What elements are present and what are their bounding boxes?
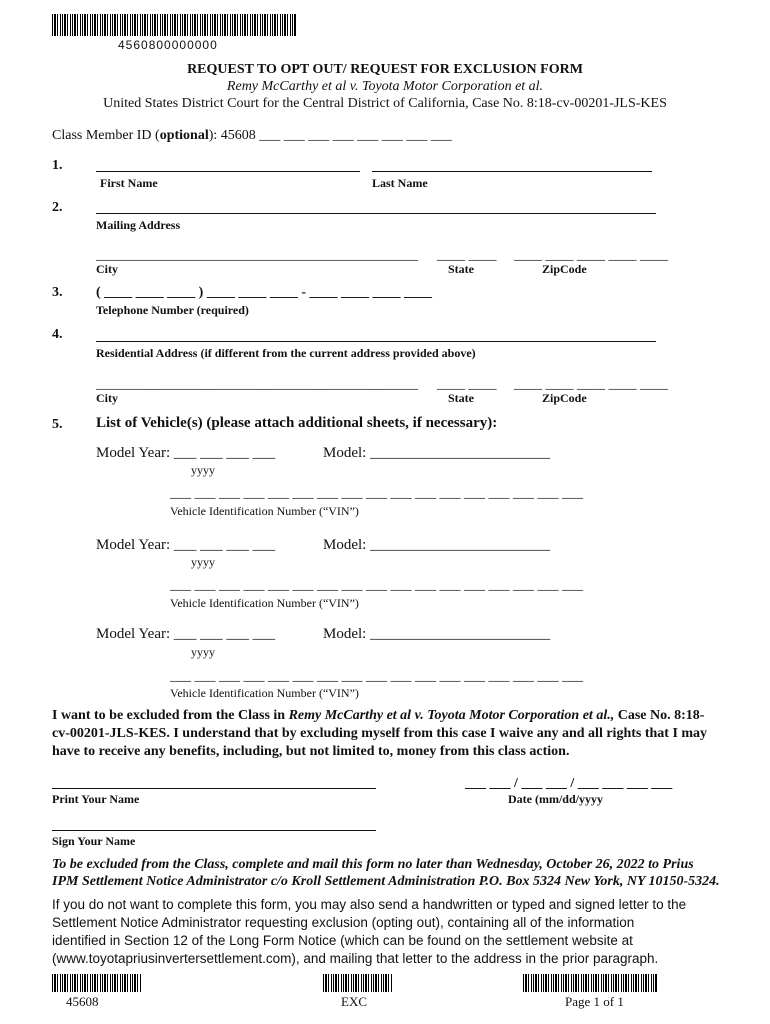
zip-field[interactable]: ____ ____ ____ ____ ____ [514, 248, 668, 263]
vin-field-2[interactable]: ___ ___ ___ ___ ___ ___ ___ ___ ___ ___ ___ ___ ___ ___ ___ ___ ___ [170, 578, 583, 593]
last-name-label: Last Name [372, 176, 428, 190]
yyyy-label-3: yyyy [191, 645, 215, 659]
model-field-1[interactable]: Model: ________________________ [323, 445, 551, 461]
model-field-2[interactable]: Model: ________________________ [323, 537, 551, 553]
yyyy-label-2: yyyy [191, 555, 215, 569]
model-year-field-1[interactable]: Model Year: ___ ___ ___ ___ [96, 445, 276, 461]
res-state-label: State [448, 391, 474, 405]
date-field[interactable]: ___ ___ / ___ ___ / ___ ___ ___ ___ [465, 776, 673, 791]
city-field[interactable]: ______________________________________________ [96, 248, 418, 263]
sign-name-label: Sign Your Name [52, 834, 136, 848]
mailing-address-label: Mailing Address [96, 218, 181, 232]
item-number-5: 5. [52, 417, 63, 432]
vehicles-heading: List of Vehicle(s) (please attach additional sheets, if necessary): [96, 415, 498, 431]
item-number-1: 1. [52, 158, 63, 173]
footer-left-text: 45608 [66, 994, 99, 1009]
model-year-field-3[interactable]: Model Year: ___ ___ ___ ___ [96, 626, 276, 642]
mailing-address-field[interactable] [96, 213, 656, 214]
item-number-3: 3. [52, 285, 63, 300]
form-title: REQUEST TO OPT OUT/ REQUEST FOR EXCLUSION FORM [187, 62, 583, 77]
page-number: Page 1 of 1 [565, 994, 624, 1009]
model-field-3[interactable]: Model: ________________________ [323, 626, 551, 642]
telephone-label: Telephone Number (required) [96, 303, 249, 317]
res-state-field[interactable]: ____ ____ [437, 377, 497, 392]
date-label: Date (mm/dd/yyyy [508, 792, 603, 806]
item-number-4: 4. [52, 327, 63, 342]
footer-center-text: EXC [341, 994, 367, 1009]
yyyy-label-1: yyyy [191, 463, 215, 477]
first-name-field[interactable] [96, 171, 360, 172]
class-member-id: Class Member ID (optional): 45608 ___ ___ ___ ___ ___ ___ ___ ___ [52, 128, 452, 143]
footer-barcode-left [52, 974, 142, 992]
res-city-field[interactable]: ______________________________________________ [96, 377, 418, 392]
last-name-field[interactable] [372, 171, 652, 172]
footer-barcode-right [523, 974, 657, 992]
barcode-number: 4560800000000 [118, 38, 218, 52]
case-name: Remy McCarthy et al v. Toyota Motor Corporation et al. [226, 79, 544, 94]
res-zip-field[interactable]: ____ ____ ____ ____ ____ [514, 377, 668, 392]
vin-label-2: Vehicle Identification Number (“VIN”) [170, 596, 359, 610]
court-name: United States District Court for the Central District of California, Case No. 8:18-cv-00201-JLS-KES [103, 96, 667, 111]
vin-field-3[interactable]: ___ ___ ___ ___ ___ ___ ___ ___ ___ ___ ___ ___ ___ ___ ___ ___ ___ [170, 669, 583, 684]
vin-label-1: Vehicle Identification Number (“VIN”) [170, 504, 359, 518]
residential-address-label: Residential Address (if different from the current address provided above) [96, 346, 476, 360]
alternative-instructions: If you do not want to complete this form, you may also send a handwritten or typed and signed letter to the Settlement Notice Administrator requesting exclusion (opting out), containing all of the information identified in Section 12 of the Long Form Notice (which can be found on the settlement website at (www.toyotapriusinvertersettlement.com), and mailing that letter to the address in the prior paragraph. [52, 897, 687, 966]
vin-field-1[interactable]: ___ ___ ___ ___ ___ ___ ___ ___ ___ ___ ___ ___ ___ ___ ___ ___ ___ [170, 486, 583, 501]
item-number-2: 2. [52, 200, 63, 215]
state-label: State [448, 262, 474, 276]
sign-name-field[interactable] [52, 830, 376, 831]
exclusion-statement: I want to be excluded from the Class in Remy McCarthy et al v. Toyota Motor Corporation et al., Case No. 8:18-cv-00201-JLS-KES. I understand that by excluding myself from this case I waive any and all rights that I may have to receive any benefits, including, but not limited to, money from this class action. [52, 708, 708, 759]
print-name-label: Print Your Name [52, 792, 140, 806]
res-zipcode-label: ZipCode [542, 391, 587, 405]
state-field[interactable]: ____ ____ [437, 248, 497, 263]
res-city-label: City [96, 391, 118, 405]
top-barcode [52, 14, 296, 36]
zipcode-label: ZipCode [542, 262, 587, 276]
telephone-field[interactable]: ( ____ ____ ____ ) ____ ____ ____ - ____ ____ ____ ____ [96, 285, 432, 300]
residential-address-field[interactable] [96, 341, 656, 342]
city-label: City [96, 262, 118, 276]
print-name-field[interactable] [52, 788, 376, 789]
model-year-field-2[interactable]: Model Year: ___ ___ ___ ___ [96, 537, 276, 553]
first-name-label: First Name [100, 176, 158, 190]
vin-label-3: Vehicle Identification Number (“VIN”) [170, 686, 359, 700]
footer-barcode-center [323, 974, 393, 992]
mail-instructions: To be excluded from the Class, complete and mail this form no later than Wednesday, October 26, 2022 to Prius IPM Settlement Notice Administrator c/o Kroll Settlement Administration P.O. Box 5324 New York, NY 10150-5324. [52, 857, 720, 889]
